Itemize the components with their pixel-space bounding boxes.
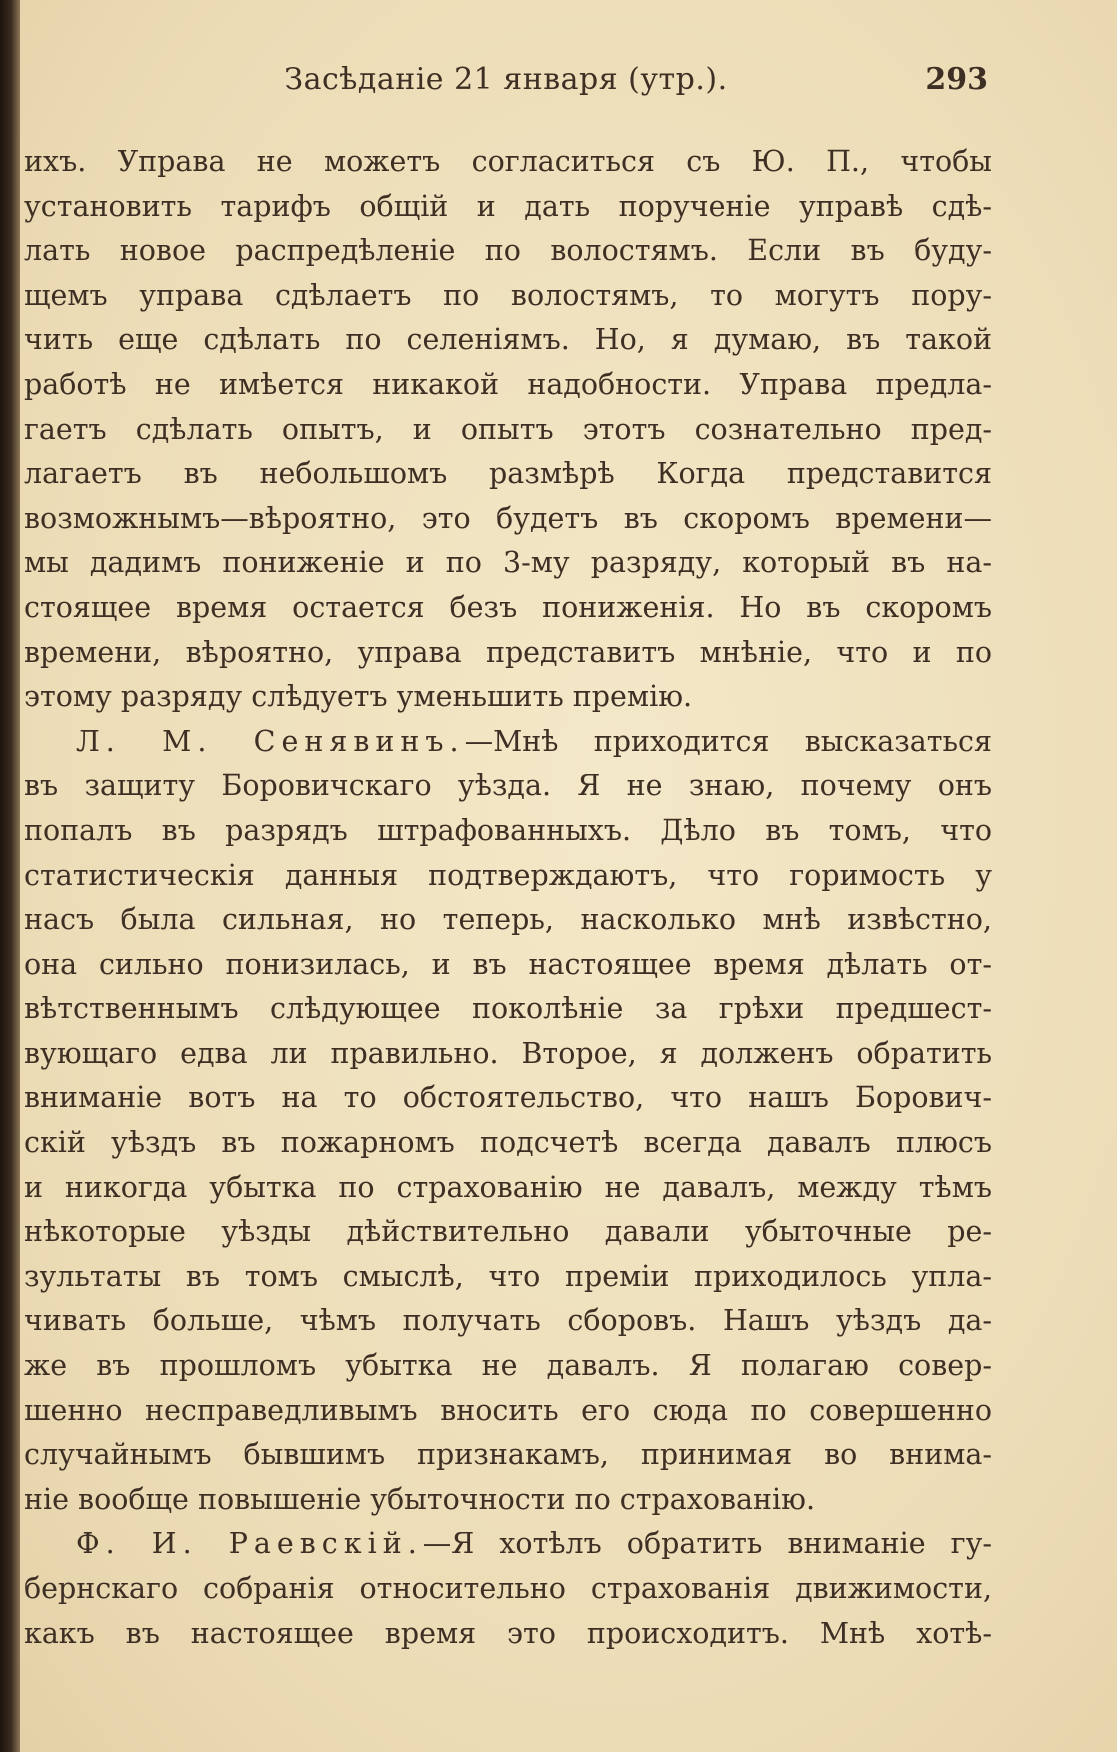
speech-opening: —Я хотѣлъ обратить вниманіе гу- bbox=[422, 1527, 992, 1561]
text-line: скій уѣздъ въ пожарномъ подсчетѣ всегда давалъ плюсъ bbox=[24, 1126, 992, 1160]
text-line: щемъ управа сдѣлаетъ по волостямъ, то могутъ пору- bbox=[24, 278, 992, 312]
text-line: работѣ не имѣется никакой надобности. Управа предла- bbox=[24, 367, 992, 401]
text-line: мы дадимъ пониженіе и по 3-му разряду, который въ на- bbox=[24, 546, 992, 580]
text-line: чить еще сдѣлать по селеніямъ. Но, я думаю, въ такой bbox=[24, 323, 992, 357]
text-line: ніе вообще повышеніе убыточности по страхованію. bbox=[24, 1482, 816, 1516]
text-line: ихъ. Управа не можетъ согласиться съ Ю. П., чтобы bbox=[24, 145, 992, 178]
text-line: этому разряду слѣдуетъ уменьшить премію. bbox=[24, 680, 693, 714]
text-line: вующаго едва ли правильно. Второе, я долженъ обратить bbox=[24, 1036, 992, 1070]
text-line: лать новое распредѣленіе по волостямъ. Если въ буду- bbox=[24, 234, 992, 268]
speech-opening: —Мнѣ приходится высказаться bbox=[464, 724, 992, 758]
text-line: насъ была сильная, но теперь, насколько мнѣ извѣстно, bbox=[24, 903, 992, 937]
text-line: вѣтственнымъ слѣдующее поколѣніе за грѣхи предшест- bbox=[24, 992, 992, 1026]
speaker-name: Ф. И. Раевскій. bbox=[76, 1527, 423, 1561]
text-line: шенно несправедливымъ вносить его сюда по совершенно bbox=[24, 1393, 992, 1427]
body-text bbox=[24, 140, 992, 1656]
text-line: зультаты въ томъ смыслѣ, что преміи приходилось упла- bbox=[24, 1259, 992, 1293]
text-line: возможнымъ—вѣроятно, это будетъ въ скоромъ времени— bbox=[24, 501, 992, 535]
running-title: Засѣданіе 21 января (утр.). bbox=[284, 62, 728, 97]
text-line: бернскаго собранія относительно страхованія движимости, bbox=[24, 1572, 992, 1605]
text-line: гаетъ сдѣлать опытъ, и опытъ этотъ сознательно пред- bbox=[24, 412, 992, 446]
speech-first-line bbox=[24, 720, 992, 765]
text-line: какъ въ настоящее время это происходитъ. Мнѣ хотѣ- bbox=[24, 1616, 992, 1650]
text-line: установить тарифъ общій и дать порученіе управѣ сдѣ- bbox=[24, 189, 992, 223]
book-spine-shadow bbox=[0, 0, 20, 1752]
text-line: лагаетъ въ небольшомъ размѣрѣ Когда представится bbox=[24, 457, 992, 491]
text-line: чивать больше, чѣмъ получать сборовъ. Нашъ уѣздъ да- bbox=[24, 1304, 992, 1338]
speaker-name: Л. М. Сенявинъ. bbox=[76, 724, 465, 758]
page-header bbox=[24, 62, 988, 106]
text-line: же въ прошломъ убытка не давалъ. Я полагаю совер- bbox=[24, 1349, 992, 1383]
text-line: времени, вѣроятно, управа представитъ мнѣніе, что и по bbox=[24, 635, 992, 669]
text-line: вниманіе вотъ на то обстоятельство, что нашъ Борович- bbox=[24, 1081, 992, 1115]
text-line: и никогда убытка по страхованію не давалъ, между тѣмъ bbox=[24, 1170, 992, 1204]
text-line: попалъ въ разрядъ штрафованныхъ. Дѣло въ томъ, что bbox=[24, 813, 992, 847]
text-line: статистическія данныя подтверждаютъ, что горимость у bbox=[24, 858, 992, 892]
text-line: въ защиту Боровичскаго уѣзда. Я не знаю, почему онъ bbox=[24, 769, 992, 803]
speech-first-line bbox=[24, 1522, 992, 1567]
page-number: 293 bbox=[925, 62, 988, 97]
text-line: она сильно понизилась, и въ настоящее время дѣлать от- bbox=[24, 947, 992, 981]
text-line: нѣкоторые уѣзды дѣйствительно давали убыточные ре- bbox=[24, 1215, 992, 1249]
text-line: случайнымъ бывшимъ признакамъ, принимая во внима- bbox=[24, 1438, 992, 1472]
text-line: стоящее время остается безъ пониженія. Но въ скоромъ bbox=[24, 590, 992, 624]
